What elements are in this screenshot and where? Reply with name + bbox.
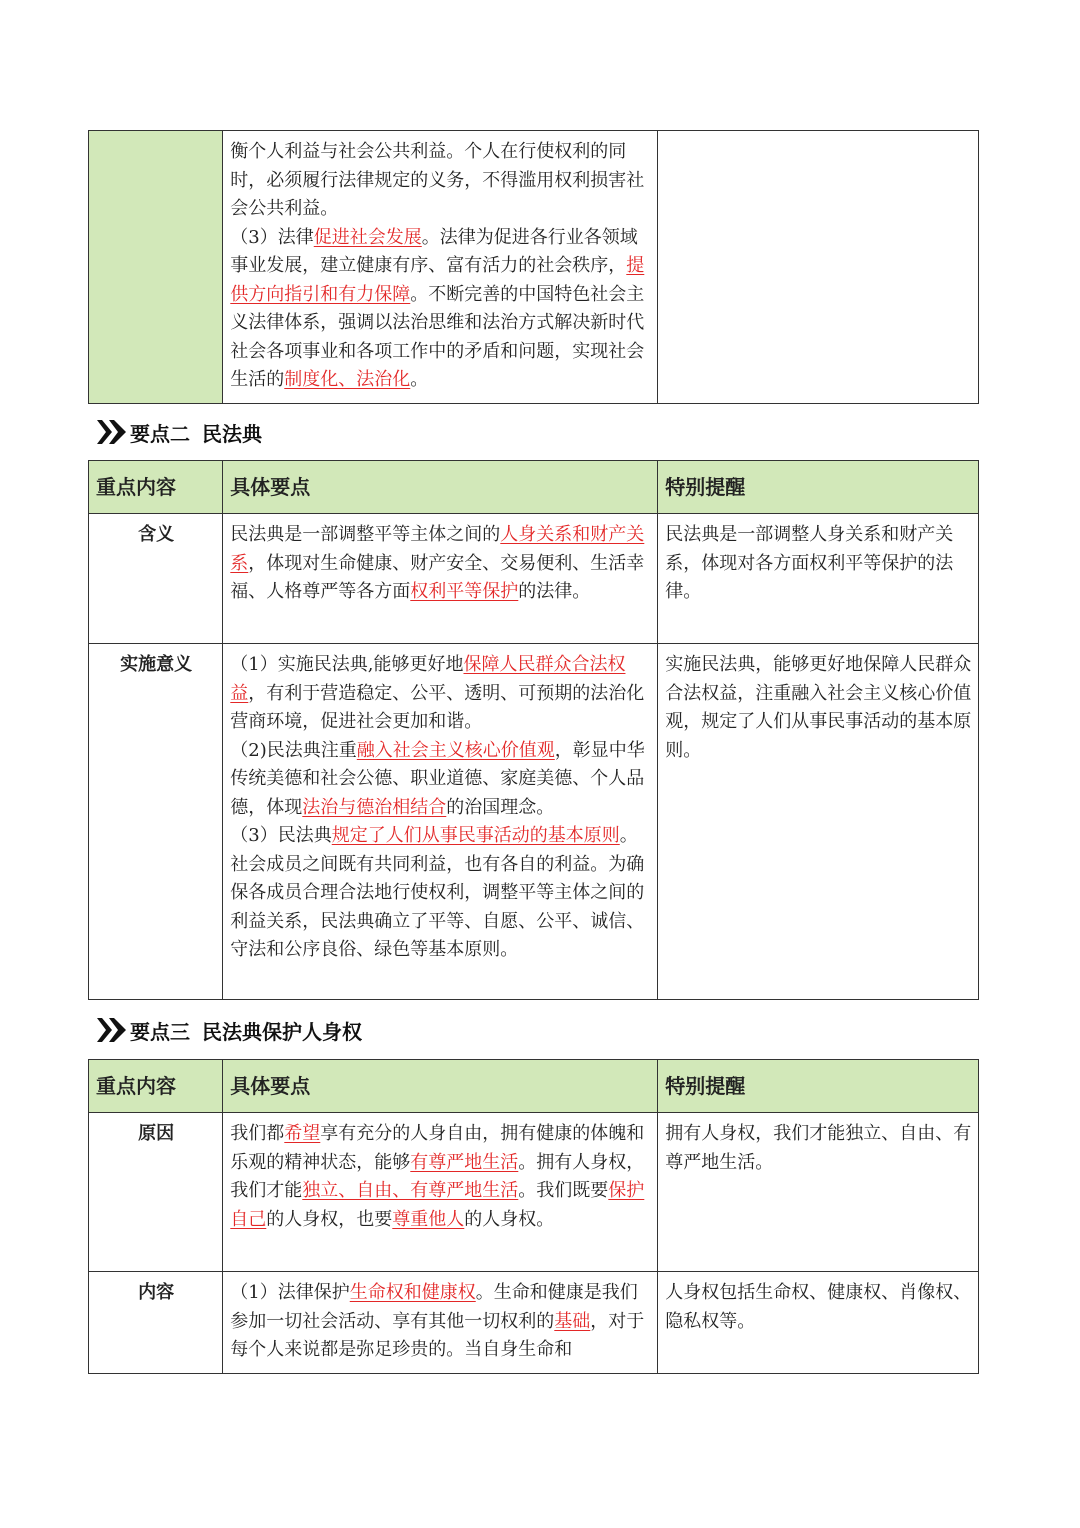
table-row [89,644,979,1000]
row-label: 含义 [89,514,223,644]
section-number: 要点二 [130,421,190,446]
key-phrase: 保护自己 [230,1180,645,1230]
key-phrase: 制度化、法治化 [284,369,411,390]
header-special-reminder: 特别提醒 [658,461,979,514]
header-key-content: 重点内容 [89,461,223,514]
section-heading [96,1015,362,1045]
section-number: 要点三 [130,1019,190,1044]
continuation-points-cell [223,131,658,404]
paragraph: （1）实施民法典,能够更好地保障人民群众合法权益，有利于营造稳定、公平、透明、可预期的法治化营商环境，促进社会更加和谐。 [230,654,645,732]
key-phrase: 基础 [554,1310,591,1332]
civil-code-table [88,460,979,1000]
paragraph: 衡个人利益与社会公共利益。个人在行使权利的同时，必须履行法律规定的义务，不得滥用权利损害社会公共利益。 [230,141,645,219]
reminder-cell: 人身权包括生命权、健康权、肖像权、隐私权等。 [658,1272,979,1374]
row-label: 原因 [89,1113,223,1272]
double-arrow-icon [96,1015,128,1045]
key-phrase: 融入社会主义核心价值观 [356,739,555,761]
reminder-cell: 拥有人身权，我们才能独立、自由、有尊严地生活。 [658,1113,979,1272]
key-phrase: 规定了人们从事民事活动的基本原则 [331,825,620,846]
paragraph: （3）法律促进社会发展。法律为促进各行业各领域事业发展，建立健康有序、富有活力的社会秩序，提供方向指引和有力保障。不断完善的中国特色社会主义法律体系，强调以法治思维和法治方式解决新时代社会各项事业和各项工作中的矛盾和问题，实现社会生活的制度化、法治化。 [230,226,645,390]
header-special-reminder: 特别提醒 [658,1060,979,1113]
key-phrase: 人身关系和财产关系 [230,524,645,574]
table-header-row [89,461,979,514]
key-phrase: 有尊严地生活 [410,1151,519,1173]
section-heading [96,417,262,447]
key-phrase: 促进社会发展 [313,226,422,248]
table-row [89,514,979,644]
table-row [89,1113,979,1272]
paragraph: （3）民法典规定了人们从事民事活动的基本原则。社会成员之间既有共同利益，也有各自的利益。为确保各成员合理合法地行使权利，调整平等主体之间的利益关系，民法典确立了平等、自愿、公平、诚信、守法和公序良俗、绿色等基本原则。 [230,825,645,960]
reminder-cell: 实施民法典，能够更好地保障人民群众合法权益，注重融入社会主义核心价值观，规定了人们从事民事活动的基本原则。 [658,644,979,1000]
header-key-content: 重点内容 [89,1060,223,1113]
key-phrase: 权利平等保护 [410,581,519,602]
personal-rights-table [88,1059,979,1374]
reminder-cell: 民法典是一部调整人身关系和财产关系，体现对各方面权利平等保护的法律。 [658,514,979,644]
section-title: 民法典 [202,421,262,446]
section-title: 民法典保护人身权 [202,1019,362,1044]
table-header-row [89,1060,979,1113]
header-specific-points: 具体要点 [223,1060,658,1113]
points-cell [223,644,658,1000]
key-phrase: 法治与德治相结合 [302,796,447,818]
paragraph: （2)民法典注重融入社会主义核心价值观，彰显中华传统美德和社会公德、职业道德、家庭美德、个人品德，体现法治与德治相结合的治国理念。 [230,739,645,818]
points-cell: （1）法律保护生命权和健康权。生命和健康是我们参加一切社会活动、享有其他一切权利的基础，对于每个人来说都是弥足珍贵的。当自身生命和 [223,1272,658,1374]
row-label: 内容 [89,1272,223,1374]
points-cell: 我们都希望享有充分的人身自由，拥有健康的体魄和乐观的精神状态，能够有尊严地生活。拥有人身权，我们才能独立、自由、有尊严地生活。我们既要保护自己的人身权，也要尊重他人的人身权。 [223,1113,658,1272]
key-phrase: 提供方向指引和有力保障 [230,255,645,305]
continuation-table [88,130,979,404]
key-phrase: 尊重他人 [392,1208,465,1230]
key-phrase: 保障人民群众合法权益 [230,654,626,704]
points-cell: 民法典是一部调整平等主体之间的人身关系和财产关系，体现对生命健康、财产安全、交易便利、生活幸福、人格尊严等各方面权利平等保护的法律。 [223,514,658,644]
key-phrase: 独立、自由、有尊严地生活 [302,1180,519,1201]
double-arrow-icon [96,417,128,447]
continuation-note-cell [658,131,979,404]
row-label: 实施意义 [89,644,223,1000]
table-row [89,1272,979,1374]
header-specific-points: 具体要点 [223,461,658,514]
continuation-label-cell [89,131,223,404]
table-row [89,131,979,404]
key-phrase: 生命权和健康权 [349,1282,476,1303]
key-phrase: 希望 [284,1123,321,1144]
